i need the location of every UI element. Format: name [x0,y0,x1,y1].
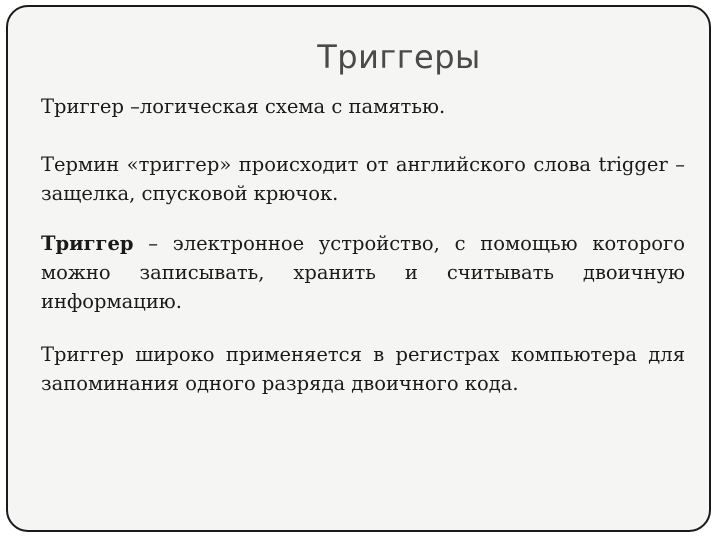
term-trigger-bold: Триггер [41,232,134,255]
paragraph-etymology [41,150,685,208]
paragraph-definition-text: Триггер –логическая схема с памятью. [41,95,446,118]
paragraph-usage-text: Триггер широко применяется в регистрах компьютера для запоминания одного разряда двоичного кода. [41,343,685,395]
paragraph-device [41,229,685,316]
paragraph-usage [41,340,685,398]
slide-title: Триггеры [317,38,481,76]
paragraph-etymology-text: Термин «триггер» происходит от английского слова trigger – защелка, спусковой крючок. [41,153,685,205]
paragraph-definition [41,92,685,121]
paragraph-device-text: – электронное устройство, с помощью которого можно записывать, хранить и считывать двоичную информацию. [41,232,685,313]
